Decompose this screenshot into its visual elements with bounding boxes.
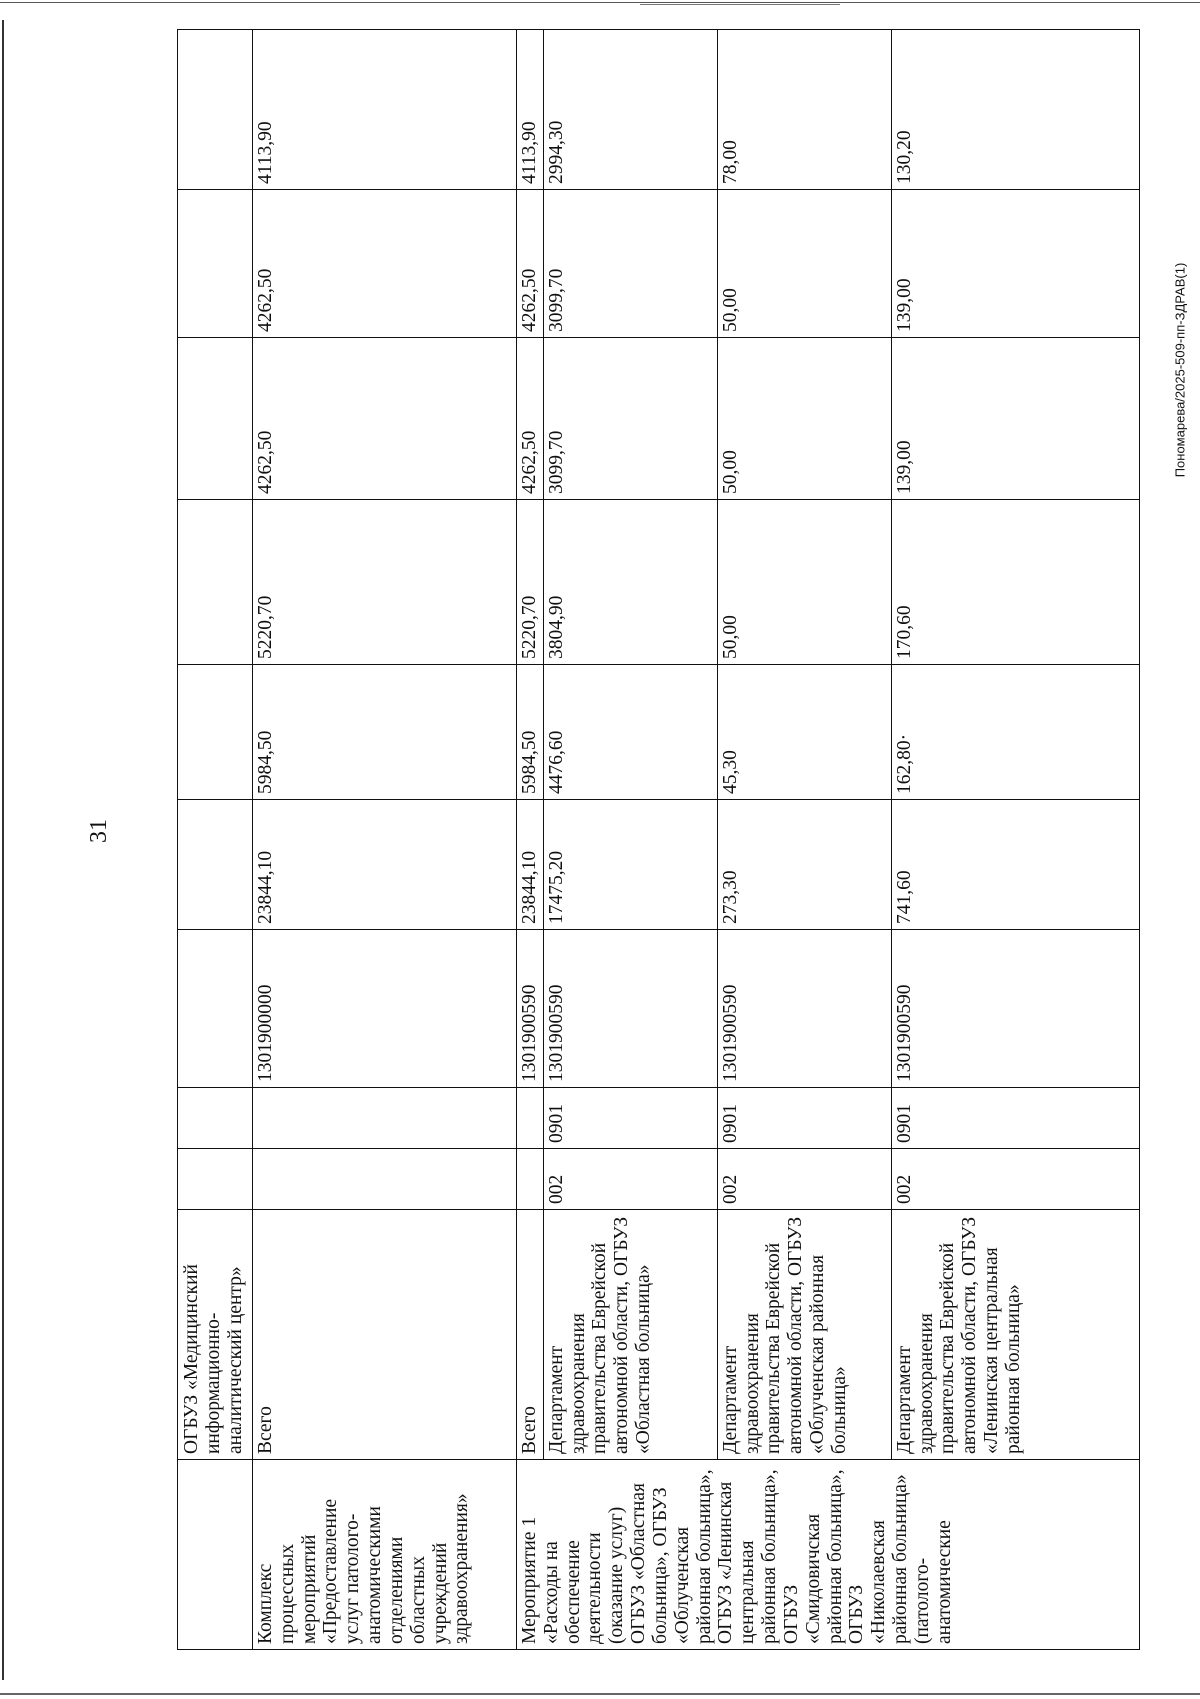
cell-target: 1301900000 [253, 930, 517, 1088]
footer-doc-id: Пономарева/2025-509-пп-ЗДРАВ(1) [1172, 262, 1188, 478]
cell-total: 17475,20 [543, 800, 717, 930]
cell-year-4: 3099,70 [543, 190, 717, 338]
cell-year-3: 3099,70 [543, 338, 717, 500]
cell-target: 1301900590 [517, 930, 544, 1088]
scan-top-mark [640, 4, 840, 5]
cell-total [178, 800, 253, 930]
cell-grbs [517, 1149, 544, 1210]
cell-year-4 [178, 190, 253, 338]
cell-year-4: 50,00 [717, 190, 891, 338]
cell-year-2 [178, 500, 253, 665]
cell-year-1: 162,80· [891, 665, 1139, 800]
table-row [543, 30, 717, 1650]
cell-total: 273,30 [717, 800, 891, 930]
table-rotated [177, 30, 1135, 1650]
cell-year-5: 4113,90 [253, 30, 517, 190]
cell-grbs: 002 [717, 1149, 891, 1210]
cell-target: 1301900590 [543, 930, 717, 1088]
cell-section [178, 1088, 253, 1149]
cell-year-1: 5984,50 [517, 665, 544, 800]
cell-total: 741,60 [891, 800, 1139, 930]
cell-year-2: 5220,70 [253, 500, 517, 665]
cell-executor: Департамент здравоохранения правительства Еврейской автономной области, ОГБУЗ «Ленинская центральная районная больница» [891, 1210, 1139, 1460]
cell-year-5: 130,20 [891, 30, 1139, 190]
cell-year-2: 170,60 [891, 500, 1139, 665]
cell-executor: ОГБУЗ «Медицинский информационно-аналитический центр» [178, 1210, 253, 1460]
cell-target: 1301900590 [717, 930, 891, 1088]
budget-table [177, 29, 1140, 1650]
scan-top-edge [0, 2, 1200, 3]
cell-total: 23844,10 [517, 800, 544, 930]
cell-section [253, 1088, 517, 1149]
cell-grbs: 002 [891, 1149, 1139, 1210]
cell-year-1: 4476,60 [543, 665, 717, 800]
cell-grbs [178, 1149, 253, 1210]
cell-target: 1301900590 [891, 930, 1139, 1088]
cell-year-1: 45,30 [717, 665, 891, 800]
page-number: 31 [85, 819, 112, 843]
cell-section: 0901 [543, 1088, 717, 1149]
cell-event: Мероприятие 1 «Расходы на обеспечение деятельности (оказание услуг) ОГБУЗ «Областная больница», ОГБУЗ «Облученская районная больница», ОГБУЗ «Ленинская центральная районная больница», ОГБУЗ «Смидовичская районная больница», ОГБУЗ «Николаевская районная больница» (патолого-анатомические [517, 1460, 1140, 1650]
cell-section: 0901 [891, 1088, 1139, 1149]
cell-total: 23844,10 [253, 800, 517, 930]
cell-year-4: 4262,50 [517, 190, 544, 338]
footer [1165, 220, 1195, 520]
cell-executor: Всего [517, 1210, 544, 1460]
cell-year-3 [178, 338, 253, 500]
cell-year-1 [178, 665, 253, 800]
cell-year-5: 2994,30 [543, 30, 717, 190]
cell-year-3: 139,00 [891, 338, 1139, 500]
cell-year-3: 4262,50 [253, 338, 517, 500]
table-row [717, 30, 891, 1650]
cell-year-3: 50,00 [717, 338, 891, 500]
table-row [178, 30, 253, 1650]
cell-section: 0901 [717, 1088, 891, 1149]
cell-year-4: 139,00 [891, 190, 1139, 338]
cell-year-5 [178, 30, 253, 190]
scan-left-edge [2, 20, 4, 1680]
table-row [891, 30, 1139, 1650]
cell-year-2: 5220,70 [517, 500, 544, 665]
cell-year-2: 50,00 [717, 500, 891, 665]
cell-grbs: 002 [543, 1149, 717, 1210]
cell-executor: Всего [253, 1210, 517, 1460]
cell-year-4: 4262,50 [253, 190, 517, 338]
table-frame [177, 30, 1135, 1650]
cell-year-5: 4113,90 [517, 30, 544, 190]
cell-target [178, 930, 253, 1088]
cell-section [517, 1088, 544, 1149]
cell-executor: Департамент здравоохранения правительства Еврейской автономной области, ОГБУЗ «Областная больница» [543, 1210, 717, 1460]
cell-event [178, 1460, 253, 1650]
cell-executor: Департамент здравоохранения правительства Еврейской автономной области, ОГБУЗ «Облученская районная больница» [717, 1210, 891, 1460]
cell-event: Комплекс процессных мероприятий «Предоставление услуг патолого-анатомическими отделениями областных учреждений здравоохранения» [253, 1460, 517, 1650]
cell-grbs [253, 1149, 517, 1210]
table-row [253, 30, 517, 1650]
cell-year-1: 5984,50 [253, 665, 517, 800]
table-row [517, 30, 544, 1650]
scan-bottom-edge [0, 1693, 1200, 1695]
cell-year-5: 78,00 [717, 30, 891, 190]
cell-year-2: 3804,90 [543, 500, 717, 665]
cell-year-3: 4262,50 [517, 338, 544, 500]
